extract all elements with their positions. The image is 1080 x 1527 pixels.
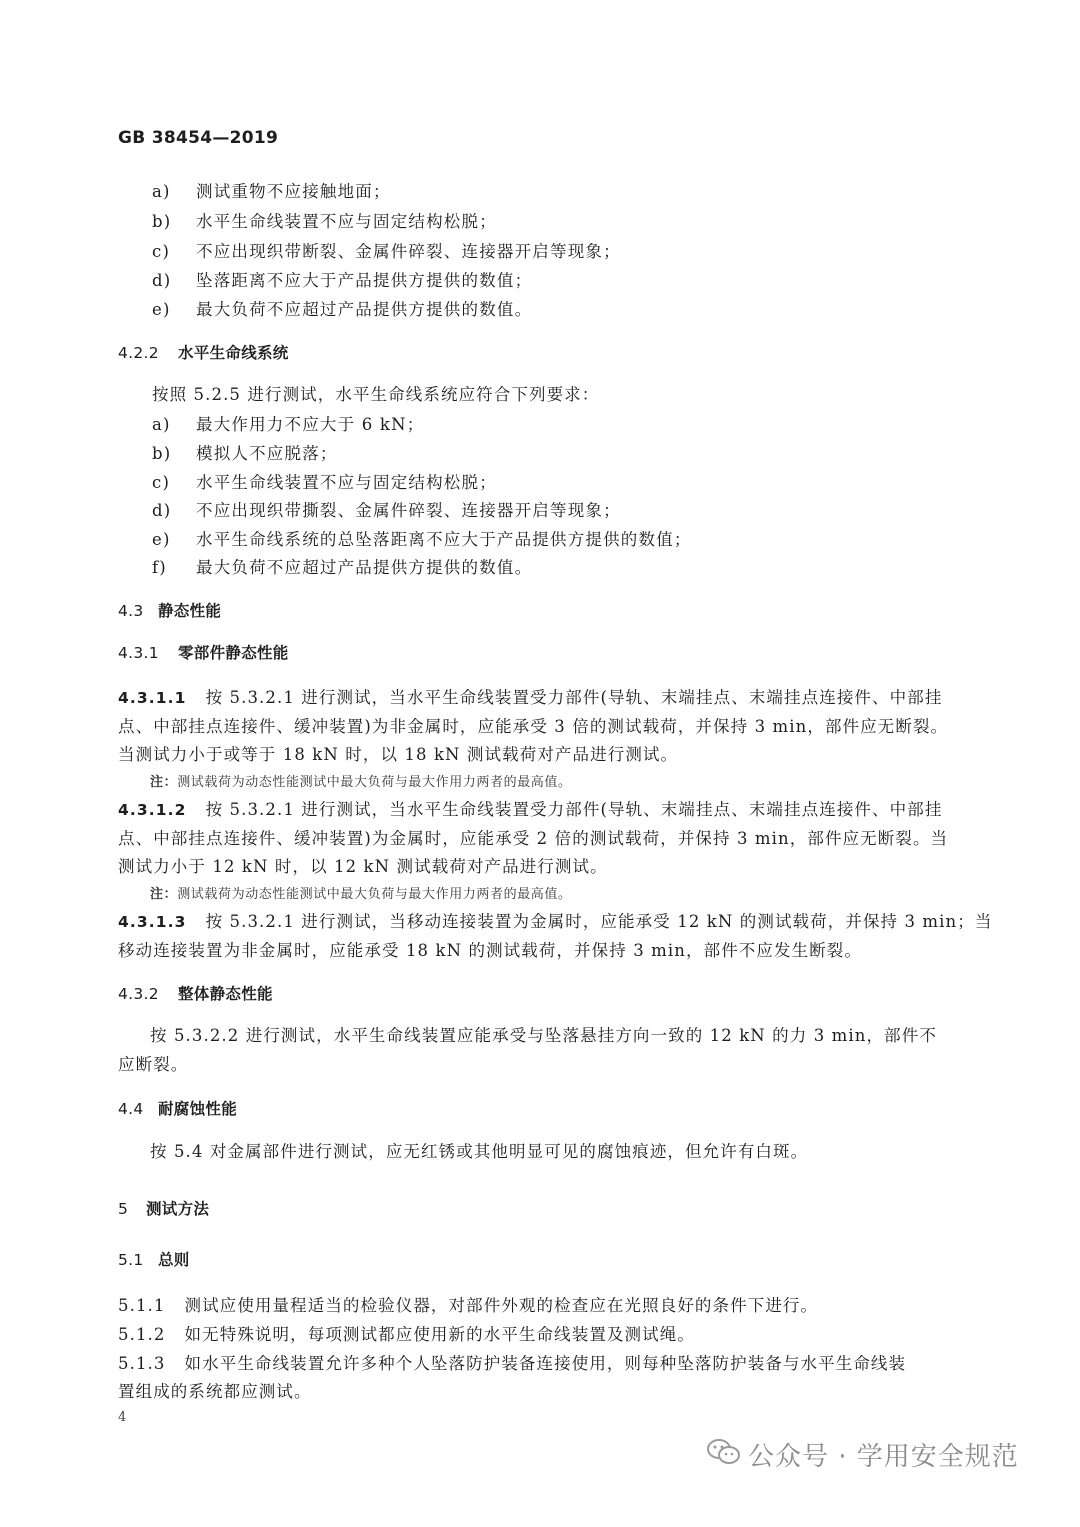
section-heading-4-2-2: 4.2.2 水平生命线系统 xyxy=(118,344,289,362)
clause-4-3-1-3: 4.3.1.3 按 5.3.2.1 进行测试，当移动连接装置为金属时，应能承受 12 kN 的测试载荷，并保持 3 min；当 xyxy=(118,912,993,931)
watermark-text: 公众号 · 学用安全规范 xyxy=(748,1442,1019,1472)
list-item: b) 水平生命线装置不应与固定结构松脱； xyxy=(152,212,497,231)
section-heading-5-1: 5.1 总则 xyxy=(118,1251,190,1269)
wechat-icon xyxy=(706,1437,742,1467)
clause-4-3-1-1: 4.3.1.1 按 5.3.2.1 进行测试，当水平生命线装置受力部件(导轨、末端挂点、末端挂点连接件、中部挂 xyxy=(118,688,943,707)
section-heading-4-3-2: 4.3.2 整体静态性能 xyxy=(118,985,273,1003)
clause-5-1-2: 5.1.2 如无特殊说明，每项测试都应使用新的水平生命线装置及测试绳。 xyxy=(118,1325,695,1344)
list-item: a) 最大作用力不应大于 6 kN； xyxy=(152,415,425,434)
note: 注：测试载荷为动态性能测试中最大负荷与最大作用力两者的最高值。 xyxy=(150,775,572,790)
section-heading-4-3: 4.3 静态性能 xyxy=(118,602,222,620)
list-item: b) 模拟人不应脱落； xyxy=(152,444,338,463)
list-item: f) 最大负荷不应超过产品提供方提供的数值。 xyxy=(152,558,533,577)
paragraph-line: 按 5.4 对金属部件进行测试，应无红锈或其他明显可见的腐蚀痕迹，但允许有白斑。 xyxy=(150,1142,809,1161)
paragraph-line: 测试力小于 12 kN 时，以 12 kN 测试载荷对产品进行测试。 xyxy=(118,857,608,876)
clause-4-3-1-2: 4.3.1.2 按 5.3.2.1 进行测试，当水平生命线装置受力部件(导轨、末端挂点、末端挂点连接件、中部挂 xyxy=(118,800,943,819)
list-item: e) 水平生命线系统的总坠落距离不应大于产品提供方提供的数值； xyxy=(152,530,692,549)
paragraph-line: 按 5.3.2.2 进行测试，水平生命线装置应能承受与坠落悬挂方向一致的 12 kN 的力 3 min，部件不 xyxy=(150,1026,937,1045)
paragraph-line: 置组成的系统都应测试。 xyxy=(118,1382,312,1401)
standard-number: GB 38454—2019 xyxy=(118,128,279,148)
paragraph: 按照 5.2.5 进行测试，水平生命线系统应符合下列要求： xyxy=(152,385,600,404)
paragraph-line: 移动连接装置为非金属时，应能承受 18 kN 的测试载荷，并保持 3 min，部件不应发生断裂。 xyxy=(118,941,863,960)
list-item: a) 测试重物不应接触地面； xyxy=(152,182,391,201)
list-item: d) 坠落距离不应大于产品提供方提供的数值； xyxy=(152,271,533,290)
list-item: c) 水平生命线装置不应与固定结构松脱； xyxy=(152,473,497,492)
section-heading-5: 5 测试方法 xyxy=(118,1200,210,1218)
paragraph-line: 点、中部挂点连接件、缓冲装置)为金属时，应能承受 2 倍的测试载荷，并保持 3 min，部件应无断裂。当 xyxy=(118,829,949,848)
paragraph-line: 应断裂。 xyxy=(118,1055,189,1074)
list-item: d) 不应出现织带撕裂、金属件碎裂、连接器开启等现象； xyxy=(152,501,621,520)
section-heading-4-4: 4.4 耐腐蚀性能 xyxy=(118,1100,238,1118)
list-item: c) 不应出现织带断裂、金属件碎裂、连接器开启等现象； xyxy=(152,242,621,261)
page-number: 4 xyxy=(118,1410,127,1425)
list-item: e) 最大负荷不应超过产品提供方提供的数值。 xyxy=(152,300,533,319)
clause-5-1-1: 5.1.1 测试应使用量程适当的检验仪器，对部件外观的检查应在光照良好的条件下进行。 xyxy=(118,1296,819,1315)
paragraph-line: 当测试力小于或等于 18 kN 时，以 18 kN 测试载荷对产品进行测试。 xyxy=(118,745,679,764)
paragraph-line: 点、中部挂点连接件、缓冲装置)为非金属时，应能承受 3 倍的测试载荷，并保持 3 min，部件应无断裂。 xyxy=(118,717,949,736)
clause-5-1-3: 5.1.3 如水平生命线装置允许多种个人坠落防护装备连接使用，则每种坠落防护装备与水平生命线装 xyxy=(118,1354,907,1373)
note: 注：测试载荷为动态性能测试中最大负荷与最大作用力两者的最高值。 xyxy=(150,887,572,902)
section-heading-4-3-1: 4.3.1 零部件静态性能 xyxy=(118,644,289,662)
